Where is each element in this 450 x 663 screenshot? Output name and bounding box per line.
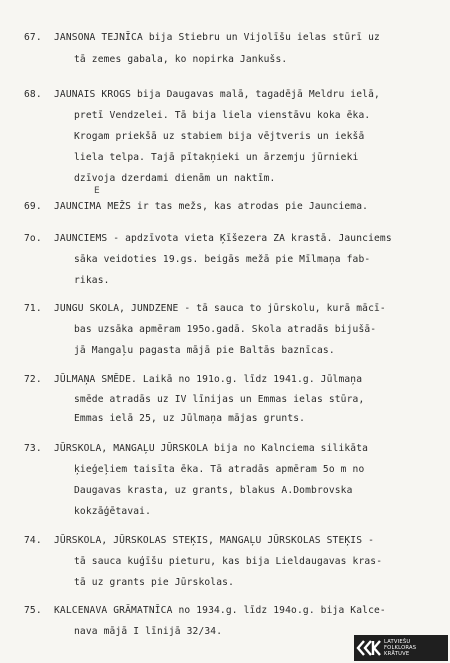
entry-number: 67. (24, 32, 42, 43)
entry-line: Daugavas krasta, uz grants, blakus A.Dombrovska (74, 485, 353, 496)
entry-line: nava mājā I līnijā 32/34. (74, 626, 223, 637)
entry-line: jā Mangaļu pagasta mājā pie Baltās baznīcas. (74, 345, 335, 356)
entry-line: JAUNCIMA MEŽS ir tas mežs, kas atrodas pie Jaunciema. (54, 201, 369, 212)
entry-line: JUNGU SKOLA, JUNDZENE - tā sauca to jūrskolu, kurā mācī- (54, 303, 386, 314)
handwritten-correction: E (94, 186, 100, 196)
entry-line: JŪRSKOLA, JŪRSKOLAS STEĶIS, MANGAĻU JŪRSKOLAS STEĶIS - (54, 535, 374, 546)
entry-number: 73. (24, 443, 42, 454)
entry-line: tā zemes gabala, ko nopirka Jankušs. (74, 54, 288, 65)
entry-number: 7o. (24, 233, 42, 244)
archive-logo-text: LATVIEŠU FOLKLORAS KRĀTUVE (384, 639, 417, 657)
entry-line: tā uz grants pie Jūrskolas. (74, 577, 234, 588)
entry-line: sāka veidoties 19.gs. beigās mežā pie Mīlmaņa fab- (74, 254, 371, 265)
entry-line: kokzāģētavai. (74, 506, 152, 517)
entry-line: JANSONA TEJNĪCA bija Stiebru un Vijolīšu ielas stūrī uz (54, 32, 380, 43)
entry-line: ķieģeļiem taisīta ēka. Tā atradās apmēram 5o m no (74, 464, 365, 475)
entry-line: pretī Vendzelei. Tā bija liela vienstāvu koka ēka. (74, 110, 371, 121)
entry-line: JŪLMAŅA SMĒDE. Laikā no 191o.g. līdz 1941.g. Jūlmaņa (54, 374, 363, 385)
entry-line: JŪRSKOLA, MANGAĻU JŪRSKOLA bija no Kalnciema silikāta (54, 443, 369, 454)
entry-line: dzīvoja dzerdami dienām un naktīm. (74, 173, 276, 184)
archive-logo (354, 635, 448, 661)
entry-number: 68. (24, 89, 42, 100)
archive-logo-icon (354, 635, 384, 661)
entry-line: Emmas ielā 25, uz Jūlmaņa mājas grunts. (74, 413, 306, 424)
entry-line: Krogam priekšā uz stabiem bija vējtveris un iekšā (74, 131, 365, 142)
entry-number: 69. (24, 201, 42, 212)
entry-line: bas uzsāka apmēram 195o.gadā. Skola atradās bijušā- (74, 324, 377, 335)
entry-line: KALCENAVA GRĀMATNĪCA no 1934.g. līdz 194o.g. bija Kalce- (54, 605, 386, 616)
entry-number: 72. (24, 374, 42, 385)
entry-line: JAUNCIEMS - apdzīvota vieta Ķīšezera ZA krastā. Jaunciems (54, 233, 392, 244)
entry-line: rikas. (74, 275, 110, 286)
entry-line: smēde atradās uz IV līnijas un Emmas ielas stūra, (74, 394, 365, 405)
entry-line: liela telpa. Tajā pītakņieki un ārzemju jūrnieki (74, 152, 359, 163)
entry-number: 74. (24, 535, 42, 546)
entry-line: tā sauca kuģīšu pieturu, kas bija Lieldaugavas kras- (74, 556, 383, 567)
entry-number: 71. (24, 303, 42, 314)
entry-line: JAUNAIS KROGS bija Daugavas malā, tagadējā Meldru ielā, (54, 89, 380, 100)
entry-number: 75. (24, 605, 42, 616)
